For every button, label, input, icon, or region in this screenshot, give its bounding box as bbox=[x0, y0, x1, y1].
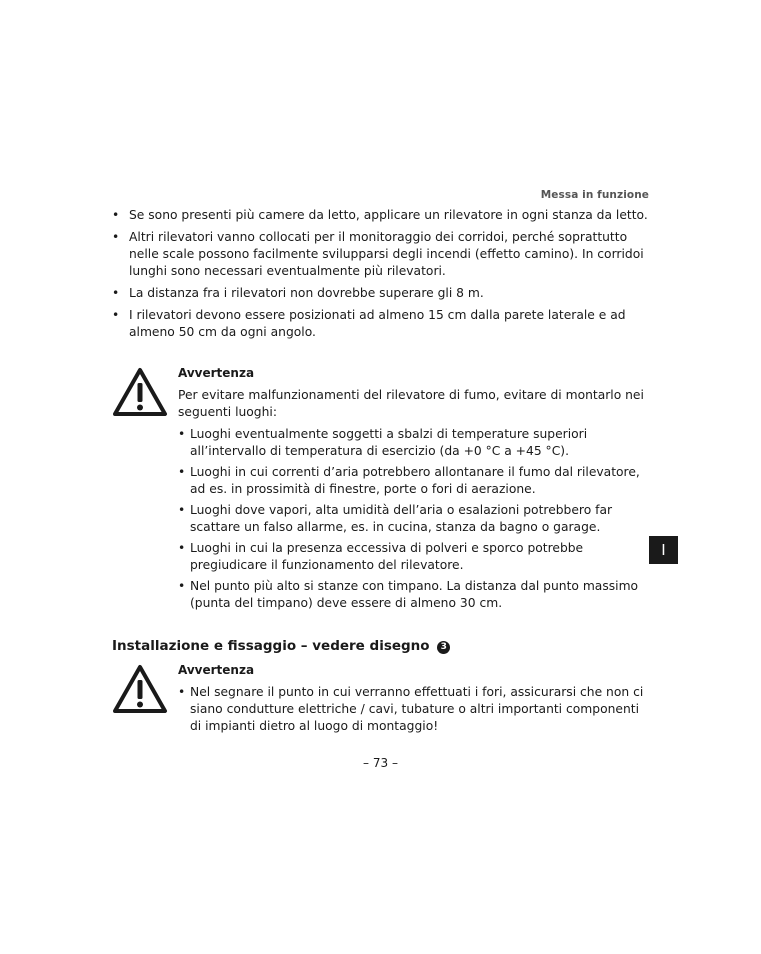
list-item bbox=[112, 307, 652, 341]
warning-body bbox=[178, 387, 648, 616]
section-heading-text: Installazione e fissaggio – vedere disegno bbox=[112, 638, 430, 654]
list-item bbox=[112, 285, 652, 302]
list-item bbox=[178, 684, 648, 735]
bullet-marker: • bbox=[112, 286, 120, 300]
warning-list bbox=[178, 684, 648, 735]
warning-title: Avvertenza bbox=[178, 663, 255, 677]
list-item-text: Luoghi dove vapori, alta umidità dell’aria o esalazioni potrebbero far scattare un falso allarme, es. in cucina, stanza da bagno o garage. bbox=[190, 503, 613, 534]
list-item bbox=[178, 578, 648, 612]
list-item bbox=[112, 207, 652, 224]
list-item bbox=[178, 426, 648, 460]
list-item-text: Nel segnare il punto in cui verranno effettuati i fori, assicurarsi che non ci siano condutture elettriche / cavi, tubature o altri importanti componenti di impianti dietro al luogo di montaggio! bbox=[190, 685, 644, 733]
warning-list bbox=[178, 426, 648, 612]
intro-bullet-list bbox=[112, 207, 652, 346]
list-item-text: Altri rilevatori vanno collocati per il monitoraggio dei corridoi, perché soprattutto nelle scale possono facilmente svilupparsi degli incendi (effetto camino). In corridoi lunghi sono necessari eventualmente più rilevatori. bbox=[129, 230, 644, 278]
list-item-text: Luoghi eventualmente soggetti a sbalzi di temperature superiori all’intervallo di temperatura di esercizio (da +0 °C a +45 °C). bbox=[190, 427, 588, 458]
list-item-text: Luoghi in cui la presenza eccessiva di polveri e sporco potrebbe pregiudicare il funzionamento del rilevatore. bbox=[190, 541, 584, 572]
warning-intro: Per evitare malfunzionamenti del rilevatore di fumo, evitare di montarlo nei seguenti luoghi: bbox=[178, 388, 644, 419]
bullet-marker: • bbox=[178, 579, 186, 593]
list-item bbox=[112, 229, 652, 280]
bullet-marker: • bbox=[112, 208, 120, 222]
bullet-marker: • bbox=[112, 230, 120, 244]
warning-triangle-icon bbox=[112, 664, 168, 714]
bullet-marker: • bbox=[178, 503, 186, 517]
page-number: – 73 – bbox=[363, 756, 398, 770]
list-item bbox=[178, 502, 648, 536]
warning-title: Avvertenza bbox=[178, 366, 255, 380]
list-item-text: La distanza fra i rilevatori non dovrebbe superare gli 8 m. bbox=[129, 286, 484, 300]
warning-triangle-icon bbox=[112, 367, 168, 417]
list-item bbox=[178, 464, 648, 498]
bullet-marker: • bbox=[178, 685, 186, 699]
list-item-text: Nel punto più alto si stanze con timpano. La distanza dal punto massimo (punta del timpano) deve essere di almeno 30 cm. bbox=[190, 579, 639, 610]
bullet-marker: • bbox=[178, 427, 186, 441]
running-header: Messa in funzione bbox=[540, 189, 649, 201]
language-tab: I bbox=[649, 536, 678, 564]
bullet-marker: • bbox=[112, 308, 120, 322]
list-item bbox=[178, 540, 648, 574]
figure-number-badge: 3 bbox=[437, 641, 450, 654]
list-item-text: I rilevatori devono essere posizionati ad almeno 15 cm dalla parete laterale e ad almeno 50 cm da ogni angolo. bbox=[129, 308, 626, 339]
bullet-marker: • bbox=[178, 465, 186, 479]
list-item-text: Se sono presenti più camere da letto, applicare un rilevatore in ogni stanza da letto. bbox=[129, 208, 648, 222]
list-item-text: Luoghi in cui correnti d’aria potrebbero allontanare il fumo dal rilevatore, ad es. in prossimità di finestre, porte o fori di aerazione. bbox=[190, 465, 640, 496]
section-heading bbox=[112, 638, 450, 654]
warning-body bbox=[178, 679, 648, 739]
bullet-marker: • bbox=[178, 541, 186, 555]
